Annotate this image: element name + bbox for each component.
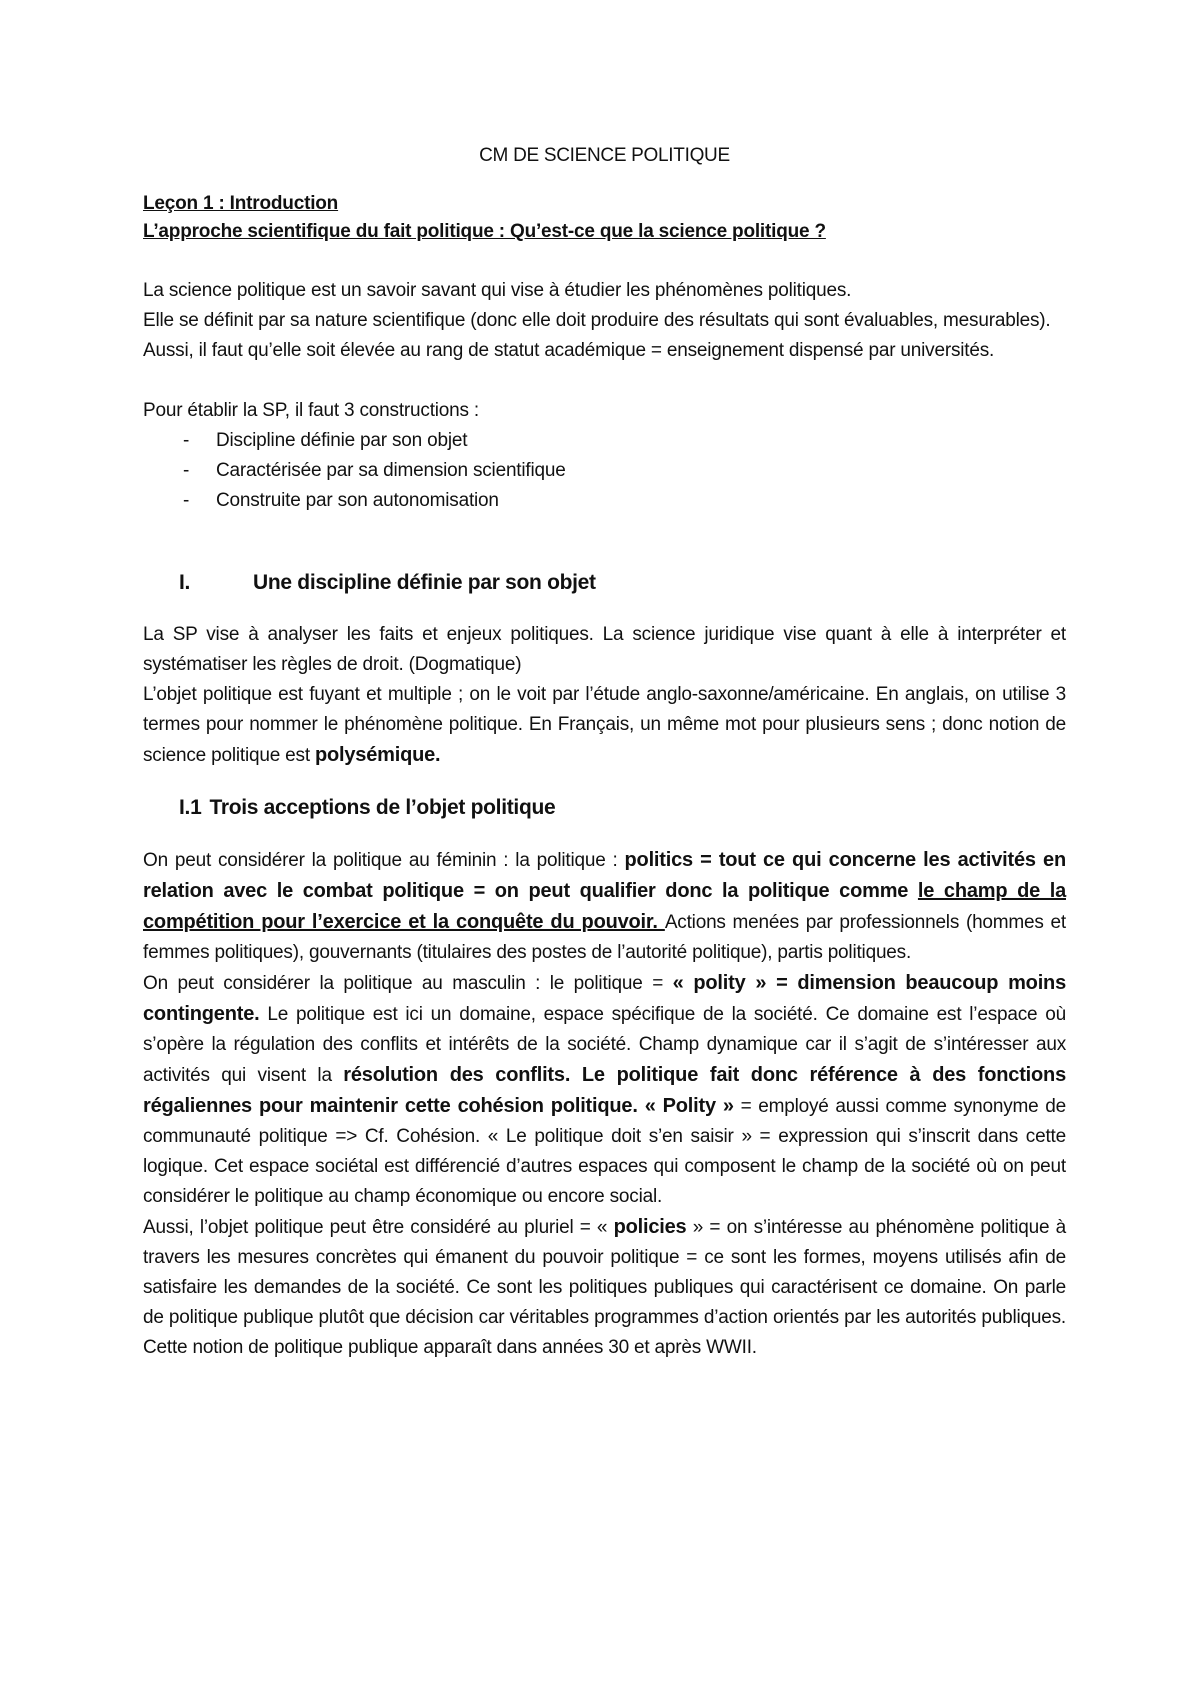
subsection-number: I.1	[179, 796, 202, 819]
section-heading	[143, 568, 1066, 598]
emphasis-text: politics = tout ce qui concerne les activités en relation avec le combat politique = on peut qualifier donc la politique comme	[143, 849, 1066, 902]
list-item-text: Discipline définie par son objet	[216, 430, 468, 451]
list-item-text: Caractérisée par sa dimension scientifique	[216, 460, 566, 481]
emphasis-term: policies	[613, 1216, 687, 1238]
dash-marker: -	[183, 490, 190, 511]
list-item-text: Construite par son autonomisation	[216, 490, 499, 511]
polity-paragraph	[143, 968, 1066, 1212]
policies-paragraph	[143, 1212, 1066, 1363]
paragraph-text: Aussi, l’objet politique peut être considéré au pluriel = «	[143, 1217, 614, 1238]
paragraph-text: Le politique est ici un domaine, espace spécifique de la société. Ce domaine est l’espace où s’opère la régulation des conflits et intérêts de la société. Champ dynamique car il s’agit de s’intéresser aux activités qui visent la	[143, 1004, 1066, 1086]
section-paragraph: La SP vise à analyser les faits et enjeux politiques. La science juridique vise quant à elle à interpréter et systématiser les règles de droit. (Dogmatique)	[143, 624, 1066, 675]
constructions-intro: Pour établir la SP, il faut 3 constructions :	[143, 400, 479, 421]
subsection-title: Trois acceptions de l’objet politique	[209, 796, 556, 819]
paragraph-text: Actions menées par professionnels (hommes et femmes politiques), gouvernants (titulaires des postes de l’autorité politique), partis politiques.	[143, 912, 1066, 963]
intro-paragraph: La science politique est un savoir savant qui vise à étudier les phénomènes politiques.	[143, 280, 852, 301]
lesson-subtitle: L’approche scientifique du fait politique : Qu’est-ce que la science politique ?	[143, 221, 826, 242]
emphasis-term: polysémique.	[314, 744, 441, 766]
paragraph-text: On peut considérer la politique au masculin : le politique =	[143, 973, 673, 994]
paragraph-text: L’objet politique est fuyant et multiple ; on le voit par l’étude anglo-saxonne/américaine. En anglais, on utilise 3 termes pour nommer le phénomène politique. En Français, un même mot pour plusieurs sens ; donc notion de science politique est	[143, 684, 1066, 766]
list-item	[143, 456, 1066, 486]
section-number: I.	[179, 571, 191, 594]
section-paragraph	[143, 680, 1066, 771]
emphasis-underlined-text: le champ de la compétition pour l’exercice et la conquête du pouvoir.	[143, 880, 1066, 933]
paragraph-text: On peut considérer la politique au féminin : la politique :	[143, 850, 625, 871]
dash-marker: -	[183, 430, 190, 451]
subsection-heading	[143, 793, 1066, 823]
emphasis-text: résolution des conflits. Le politique fait donc référence à des fonctions régaliennes pour maintenir cette cohésion politique. « Polity »	[143, 1064, 1066, 1117]
dash-marker: -	[183, 460, 190, 481]
constructions-list	[143, 426, 1066, 516]
document-title: CM DE SCIENCE POLITIQUE	[479, 145, 730, 166]
politics-paragraph	[143, 845, 1066, 968]
section-title: Une discipline définie par son objet	[253, 571, 596, 594]
lesson-heading: Leçon 1 : Introduction	[143, 193, 339, 214]
list-item	[143, 426, 1066, 456]
list-item	[143, 486, 1066, 516]
paragraph-text: = employé aussi comme synonyme de communauté politique => Cf. Cohésion. « Le politique doit s’en saisir » = expression qui s’inscrit dans cette logique. Cet espace sociétal est différencié d’autres espaces qui composent le champ de la société où on peut considérer le politique au champ économique ou encore social.	[143, 1096, 1067, 1207]
intro-paragraph: Elle se définit par sa nature scientifique (donc elle doit produire des résultats qui sont évaluables, mesurables).	[143, 310, 1051, 331]
paragraph-text: » = on s’intéresse au phénomène politique à travers les mesures concrètes qui émanent du pouvoir politique = ce sont les formes, moyens utilisés afin de satisfaire les demandes de la société. Ce sont les politiques publiques qui caractérisent ce domaine. On parle de politique publique plutôt que décision car véritables programmes d’action orientés par les autorités publiques. Cette notion de politique publique apparaît dans années 30 et après WWII.	[143, 1217, 1066, 1358]
emphasis-text: « polity » = dimension beaucoup moins contingente.	[143, 972, 1066, 1025]
intro-paragraph: Aussi, il faut qu’elle soit élevée au rang de statut académique = enseignement dispensé par universités.	[143, 340, 995, 361]
